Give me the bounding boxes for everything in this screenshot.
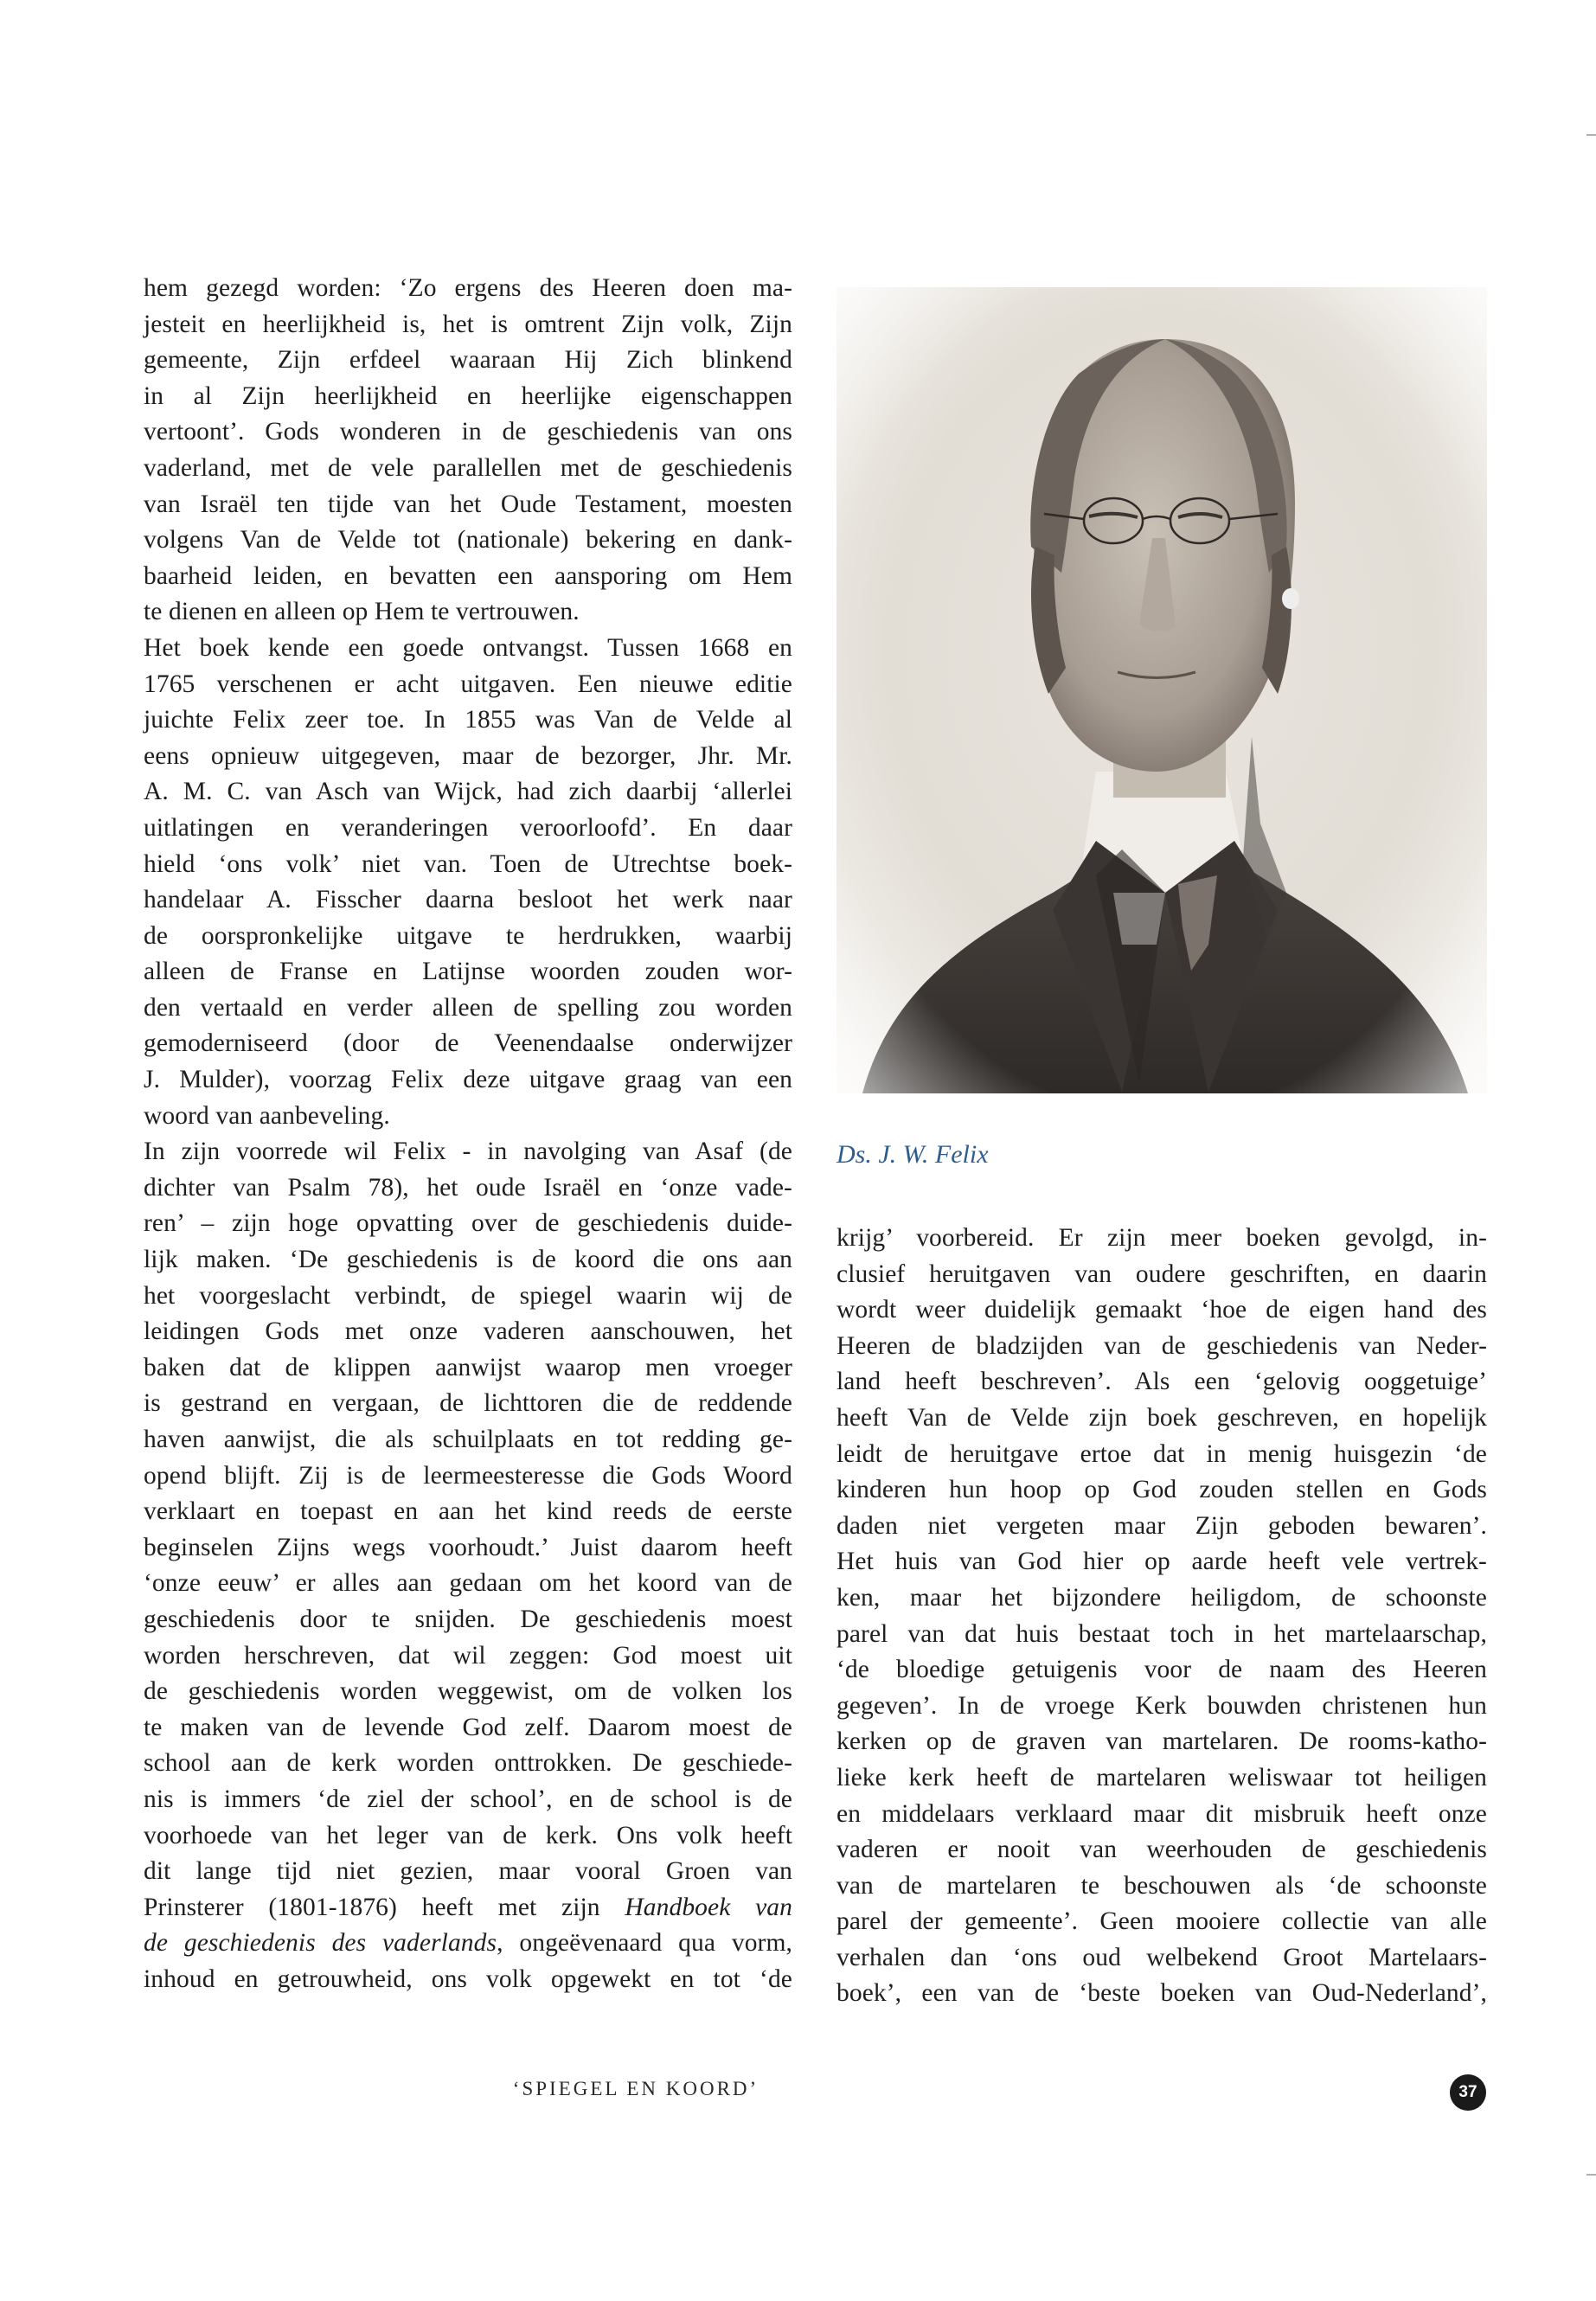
text-run: Prinsterer (1801-1876) heeft met zijn (144, 1893, 625, 1921)
text-line: uitlatingen en veranderingen veroorloofd’. En daar (144, 813, 792, 842)
book-title: de geschiedenis des vaderlands (144, 1929, 497, 1958)
text-line: juichte Felix zeer toe. In 1855 was Van de Velde al (144, 706, 792, 734)
text-line: 1765 verschenen er acht uitgaven. Een nieuwe editie (144, 670, 792, 698)
text-line: ‘de bloedige getuigenis voor de naam des Heeren (836, 1656, 1487, 1684)
text-line: boek’, een van de ‘beste boeken van Oud-Nederland’, (836, 1979, 1487, 2008)
text-line: te dienen en alleen op Hem te vertrouwen. (144, 598, 580, 626)
text-line: daden niet vergeten maar Zijn geboden bewaren’. (836, 1511, 1487, 1540)
text-line: alleen de Franse en Latijnse woorden zouden wor- (144, 958, 792, 986)
text-line: hield ‘ons volk’ niet van. Toen de Utrechtse boek- (144, 849, 792, 878)
crop-mark (1586, 134, 1596, 136)
text-line: Het boek kende een goede ontvangst. Tussen 1668 en (144, 633, 792, 662)
text-line: en middelaars verklaard maar dit misbruik heeft onze (836, 1799, 1487, 1828)
text-line: de geschiedenis worden weggewist, om de volken los (144, 1677, 792, 1706)
text-line: baken dat de klippen aanwijst waarop men vroeger (144, 1353, 792, 1381)
text-line: in al Zijn heerlijkheid en heerlijke eigenschappen (144, 381, 792, 410)
text-line: ken, maar het bijzondere heiligdom, de schoonste (836, 1583, 1487, 1612)
text-line: de oorspronkelijke uitgave te herdrukken, waarbij (144, 921, 792, 950)
text-line: voorhoede van het leger van de kerk. Ons volk heeft (144, 1821, 792, 1849)
text-line: handelaar A. Fisscher daarna besloot het werk naar (144, 886, 792, 914)
text-line: gemeente, Zijn erfdeel waaraan Hij Zich blinkend (144, 346, 792, 375)
text-line: lijk maken. ‘De geschiedenis is de koord die ons aan (144, 1246, 792, 1274)
running-head: ‘SPIEGEL EN KOORD’ (512, 2078, 760, 2099)
text-line: jesteit en heerlijkheid is, het is omtrent Zijn volk, Zijn (144, 310, 792, 338)
text-line: land heeft beschreven’. Als een ‘gelovig ooggetuige’ (836, 1368, 1487, 1396)
text-line: kinderen hun hoop op God zouden stellen en Gods (836, 1476, 1487, 1504)
text-line: leidingen Gods met onze vaderen aanschouwen, het (144, 1317, 792, 1346)
text-line: dichter van Psalm 78), het oude Israël en ‘onze vade- (144, 1173, 792, 1202)
text-line: verhalen dan ‘ons oud welbekend Groot Martelaars- (836, 1943, 1487, 1971)
text-line: J. Mulder), voorzag Felix deze uitgave graag van een (144, 1066, 792, 1094)
text-line: volgens Van de Velde tot (nationale) bekering en dank- (144, 526, 792, 554)
crop-mark (1586, 2174, 1596, 2176)
text-line: vaderland, met de vele parallellen met de geschiedenis (144, 453, 792, 482)
text-line: te maken van de levende God zelf. Daarom moest de (144, 1713, 792, 1741)
text-line: haven aanwijst, die als schuilplaats en tot redding ge- (144, 1426, 792, 1453)
page-number-badge: 37 (1450, 2074, 1486, 2111)
text-line: eens opnieuw uitgegeven, maar de bezorger, Jhr. Mr. (144, 741, 792, 770)
text-line: school aan de kerk worden onttrokken. De geschiede- (144, 1749, 792, 1778)
text-line: baarheid leiden, en bevatten een aansporing om Hem (144, 561, 792, 590)
text-line: worden herschreven, dat wil zeggen: God moest uit (144, 1641, 792, 1670)
right-text-column (836, 1221, 1487, 2012)
text-line: heeft Van de Velde zijn boek geschreven, en hopelijk (836, 1403, 1487, 1432)
text-line: vertoont’. Gods wonderen in de geschiedenis van ons (144, 418, 792, 446)
text-line: Heeren de bladzijden van de geschiedenis van Neder- (836, 1331, 1487, 1360)
text-line: van de martelaren te beschouwen als ‘de schoonste (836, 1871, 1487, 1900)
photo-caption: Ds. J. W. Felix (836, 1140, 989, 1169)
text-line: parel van dat huis bestaat toch in het martelaarschap, (836, 1619, 1487, 1648)
text-line: geschiedenis door te snijden. De geschiedenis moest (144, 1605, 792, 1633)
text-line: inhoud en getrouwheid, ons volk opgewekt en tot ‘de (144, 1965, 792, 1993)
book-title: Handboek van (625, 1893, 792, 1921)
text-line: lieke kerk heeft de martelaren weliswaar tot heiligen (836, 1763, 1487, 1791)
text-line: verklaart en toepast en aan het kind reeds de eerste (144, 1497, 792, 1526)
text-line: vaderen er nooit van weerhouden de geschiedenis (836, 1836, 1487, 1864)
text-line: clusief heruitgaven van oudere geschriften, en daarin (836, 1259, 1487, 1288)
text-line: gemoderniseerd (door de Veenendaalse onderwijzer (144, 1029, 792, 1058)
text-line: hem gezegd worden: ‘Zo ergens des Heeren doen ma- (144, 274, 792, 302)
text-line (144, 1926, 792, 1962)
text-line: beginselen Zijns wegs voorhoudt.’ Juist daarom heeft (144, 1533, 792, 1561)
portrait-photo (836, 287, 1487, 1093)
text-line: ‘onze eeuw’ er alles aan gedaan om het koord van de (144, 1569, 792, 1598)
text-line: dit lange tijd niet gezien, maar vooral Groen van (144, 1857, 792, 1886)
text-run: , ongeëvenaard qua vorm, (497, 1929, 792, 1958)
text-line: A. M. C. van Asch van Wijck, had zich daarbij ‘allerlei (144, 778, 792, 806)
text-line: is gestrand en vergaan, de lichttoren die de reddende (144, 1389, 792, 1418)
text-line: opend blijft. Zij is de leermeesteresse die Gods Woord (144, 1461, 792, 1490)
text-line: gegeven’. In de vroege Kerk bouwden christenen hun (836, 1691, 1487, 1720)
text-line: woord van aanbeveling. (144, 1101, 390, 1130)
text-line: In zijn voorrede wil Felix - in navolging van Asaf (de (144, 1138, 792, 1166)
text-line: Het huis van God hier op aarde heeft vele vertrek- (836, 1548, 1487, 1576)
text-line: ren’ – zijn hoge opvatting over de geschiedenis duide- (144, 1209, 792, 1238)
text-line: kerken op de graven van martelaren. De rooms-katho- (836, 1727, 1487, 1756)
text-line: van Israël ten tijde van het Oude Testament, moesten (144, 490, 792, 518)
text-line (144, 1890, 792, 1926)
text-line: leidt de heruitgave ertoe dat in menig huisgezin ‘de (836, 1439, 1487, 1468)
left-text-column (144, 271, 792, 1998)
text-line: den vertaald en verder alleen de spelling zou worden (144, 993, 792, 1022)
text-line: het voorgeslacht verbindt, de spiegel waarin wij de (144, 1281, 792, 1310)
text-line: nis is immers ‘de ziel der school’, en de school is de (144, 1785, 792, 1813)
text-line: parel der gemeente’. Geen mooiere collectie van alle (836, 1907, 1487, 1936)
text-line: wordt weer duidelijk gemaakt ‘hoe de eigen hand des (836, 1296, 1487, 1324)
text-line: krijg’ voorbereid. Er zijn meer boeken gevolgd, in- (836, 1224, 1487, 1252)
